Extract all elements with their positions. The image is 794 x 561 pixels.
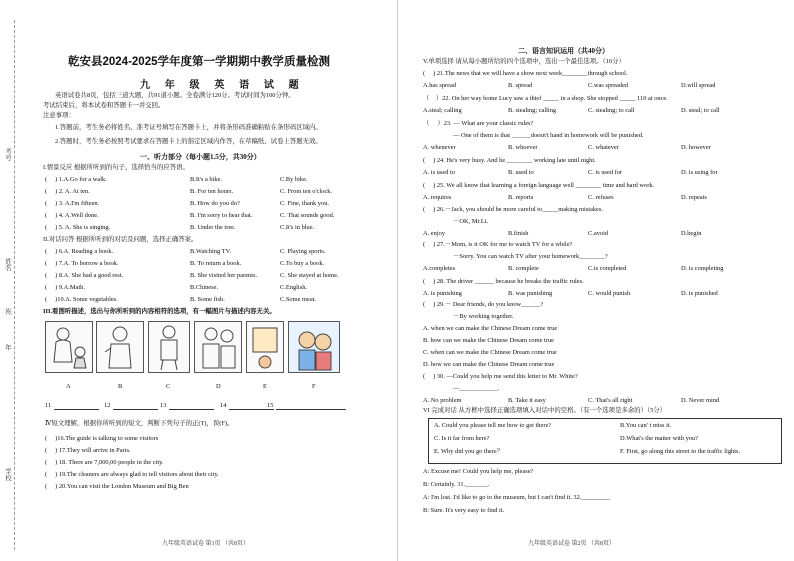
question-q22-option-a: A.steal; calling (423, 107, 462, 114)
question-20: ( ) 20.You can visit the London Museum and Big Ben (45, 483, 189, 490)
part-4-instructions: Ⅳ短文理解，根据你所听到的短文，判断下列句子的正(T)，误(F)。 (45, 420, 234, 427)
question-q27-option-c: C.is completed (588, 265, 627, 272)
question-q30-option-a: A. No problem (423, 397, 462, 404)
question-8-option-c: C. She stayed at home. (280, 272, 339, 279)
question-3-option-c: C. Fine, thank you. (280, 200, 329, 207)
question-q26-option-b: B.finish (508, 230, 529, 237)
answer-blank-15: 15 (267, 402, 274, 409)
question-16: ( )16.The guide is talking to some visitors (45, 435, 159, 442)
question-q30-option-c: C. That's all right (588, 397, 633, 404)
question-q24-option-c: C. is used for (588, 169, 623, 176)
question-4-option-a: ( ) 4. A.Well done. (45, 212, 99, 219)
question-q30-option-d: D. Never mind (681, 397, 720, 404)
question-6-option-b: B.Watching TV. (190, 248, 231, 255)
question-4-option-c: C. That sounds good. (280, 212, 335, 219)
box-option-a: A. Could you please tell me how to get there? (434, 422, 552, 429)
box-option-d: D.What's the matter with you? (620, 435, 698, 442)
question-q26-option-c: C.avoid (588, 230, 609, 237)
question-8-option-a: ( ) 8.A. She had a good rest. (45, 272, 124, 279)
part-5-instructions: V.单项选择 请从每小题所给的四个选项中，选出一个最佳选项。（10分） (423, 58, 625, 65)
picture-b (96, 321, 144, 373)
question-q26a: ( ) 26.－Jack, you should be more careful to_____making mistakes. (423, 206, 603, 213)
question-q28-option-b: B. was punishing (508, 290, 553, 297)
note-2: 2.答题时，考生务必按照考试要求在答题卡上的指定区域内作答，在草稿纸、试卷上答题无效。 (55, 138, 322, 145)
answer-blank-13: 13 (160, 402, 167, 409)
dialog-line-3: A: I'm lost. I'd like to go to the museum, but I can't find it. 32._________ (423, 494, 611, 501)
page-1-footer: 九年级英语试卷 第1页 （共8页） (162, 541, 250, 547)
answer-line-15[interactable] (276, 409, 346, 410)
part-6-instructions: VI 完成对话 从方框中选择正确选项填入对话中的空格。（有一个选项是多余的）（5分） (423, 407, 667, 414)
question-4-option-b: B. I'm sorry to hear that. (190, 212, 253, 219)
binding-school-label: 学校 (4, 468, 11, 481)
question-q21-option-b: B. spread (508, 82, 533, 89)
question-q21-option-d: D.will spread (681, 82, 716, 89)
question-19: ( ) 19.The cleaners are always glad to tell visitors about their city. (45, 471, 219, 478)
picture-label-a: A (66, 383, 71, 390)
section-1-heading: 一、听力部分（每小题1.5分，共30分） (140, 153, 261, 161)
question-q25-option-a: A. requires (423, 194, 452, 201)
question-2-option-a: ( ) 2. A. At ten. (45, 188, 90, 195)
question-q23b: — One of them is that ______doesn't hand in homework will be punished. (453, 132, 644, 139)
box-option-f: F. First, go along this street to the traffic lights. (620, 448, 741, 455)
question-17: ( ) 17.They will arrive in Paris. (45, 447, 131, 454)
picture-e (246, 321, 284, 373)
question-q29b: －By working together. (453, 313, 514, 320)
question-q23a: （ ）23. — What are your classic rules? (423, 120, 534, 127)
question-q27a: ( ) 27.－Mom, is it OK for me to watch TV for a while? (423, 241, 573, 248)
question-7-option-b: B. To return a book. (190, 260, 242, 267)
question-7-option-a: ( ) 7.A. To borrow a book. (45, 260, 119, 267)
question-3-option-a: ( ) 3. A.I'm fifteen. (45, 200, 100, 207)
question-q28-option-a: A. is punishing (423, 290, 462, 297)
question-3-option-b: B. How do you do? (190, 200, 240, 207)
question-q29a: ( ) 29.－ Dear friends, do you know______? (423, 301, 544, 308)
question-2-option-b: B. For ten hours. (190, 188, 234, 195)
picture-label-f: F (312, 383, 316, 390)
page-2-footer: 九年级英语试卷 第2页 （共8页） (528, 541, 616, 547)
question-q21: ( ) 21.The news that we will have a show next week________through school. (423, 70, 628, 77)
question-2-option-c: C. From ten o'clock. (280, 188, 333, 195)
question-1-option-b: B.It's a bike. (190, 176, 223, 183)
notes-label: 注意事项： (43, 112, 75, 119)
intro-line-1: 英语试卷共8页，包括三道大题，共91道小题。全卷满分120分。考试时间为100分钟。 (55, 92, 295, 99)
question-10-option-a: ( )10.A. Some vegetables. (45, 296, 118, 303)
picture-label-d: D (216, 383, 221, 390)
question-q22: （ ）22. On her way home Lucy saw a thief _____ in a shop. She stopped _____ 110 at once. (423, 95, 668, 102)
binding-id-label: 考号 (4, 148, 11, 161)
question-q22-option-b: B. stealing; calling (508, 107, 557, 114)
box-option-e: E. Why did you go there？ (434, 448, 504, 455)
dialog-line-2: B: Certainly. 31._______. (423, 481, 490, 488)
answer-blank-11: 11 (45, 402, 52, 409)
note-1: 1.答题前，考生务必将姓名、准考证号填写在答题卡上，并将条形码准确粘贴在条形码区域内。 (55, 124, 322, 131)
box-option-b: B.You can' t miss it. (620, 422, 672, 429)
picture-label-b: B (118, 383, 123, 390)
question-q30a: ( ) 30. —Could you help me send this letter to Mr. White? (423, 373, 578, 380)
picture-label-e: E (263, 383, 267, 390)
question-q23-option-a: A. whenever (423, 144, 456, 151)
picture-label-c: C (166, 383, 171, 390)
question-q25-option-b: B. reports (508, 194, 534, 201)
exam-title: 乾安县2024-2025学年度第一学期期中教学质量检测 (68, 56, 330, 68)
question-1-option-c: C.By bike. (280, 176, 308, 183)
question-q25: ( ) 25. We all know that learning a foreign language well ________ time and hard work. (423, 182, 655, 189)
question-9-option-c: C.English. (280, 284, 307, 291)
question-q21-option-a: A.has spread (423, 82, 457, 89)
exam-subtitle: 九 年 级 英 语 试 题 (140, 80, 305, 91)
question-7-option-c: C.To buy a book. (280, 260, 325, 267)
binding-name-label: 姓名 (4, 258, 11, 271)
question-5-option-c: C.It's in blue. (280, 224, 315, 231)
part-2-instructions: II.对话问答 根据所听到的对话及问题，选择正确答案。 (43, 236, 198, 243)
picture-d (194, 321, 242, 373)
answer-blank-14: 14 (220, 402, 227, 409)
question-q27-option-d: D. is completing (681, 265, 724, 272)
question-5-option-b: B. Under the tree. (190, 224, 236, 231)
question-q25-option-d: D. repeats (681, 194, 707, 201)
question-6-option-c: C. Playing sports. (280, 248, 326, 255)
question-q25-option-c: C. refuses (588, 194, 614, 201)
answer-line-12[interactable] (113, 409, 158, 410)
question-q24-option-b: B. used to (508, 169, 534, 176)
question-q24: ( ) 24. He's very busy. And he ________ working late until night. (423, 157, 596, 164)
picture-f (288, 321, 340, 373)
question-q21-option-c: C.was spreaded (588, 82, 629, 89)
binding-class-label: 班 (4, 308, 11, 315)
binding-grade-label: 年 (4, 344, 11, 351)
question-q27-option-b: B. complete (508, 265, 539, 272)
question-q30-option-b: B. Take it easy (508, 397, 546, 404)
binding-line (14, 20, 15, 550)
answer-line-11[interactable] (54, 409, 99, 410)
question-8-option-b: B. She visited her parents. (190, 272, 258, 279)
intro-line-2: 考试结束后，将本试卷和答题卡一并交回。 (43, 102, 165, 109)
question-q28-option-c: C. would punish (588, 290, 631, 297)
dialog-line-4: B: Sure. It's very easy to find it. (423, 507, 505, 514)
dialog-line-1: A: Excuse me! Could you help me, please? (423, 468, 534, 475)
question-1-option-a: ( ) 1.A.Go for a walk. (45, 176, 107, 183)
question-q27-option-a: A.completes (423, 265, 456, 272)
question-q29-option-a: A. when we can make the Chinese Dream come true (423, 325, 558, 332)
picture-a (45, 321, 93, 373)
question-q22-option-c: C. stealing; to call (588, 107, 635, 114)
part-1-instructions: I.情景反应 根据所听到的句子，选择恰当的应答语。 (43, 164, 189, 171)
box-option-c: C. Is it far from here? (434, 435, 490, 442)
question-q28-option-d: D. is punished (681, 290, 718, 297)
question-q22-option-d: D. steal; to call (681, 107, 720, 114)
question-q24-option-a: A. is used to (423, 169, 455, 176)
question-q23-option-b: B. whoever (508, 144, 538, 151)
question-6-option-a: ( ) 6.A. Reading a book. (45, 248, 114, 255)
question-9-option-a: ( ) 9.A.Math. (45, 284, 85, 291)
question-q26-option-d: D.begin (681, 230, 702, 237)
question-10-option-c: C.Some meat. (280, 296, 317, 303)
question-q29-option-d: D. how we can make the Chinese Dream come true (423, 361, 555, 368)
question-q23-option-d: D. however (681, 144, 711, 151)
question-10-option-b: B. Some fish. (190, 296, 225, 303)
question-18: ( ) 18. There are 7,000,00 people in the city. (45, 459, 164, 466)
answer-line-13[interactable] (169, 409, 214, 410)
question-5-option-a: ( ) 5. A. She is singing. (45, 224, 111, 231)
question-q27b: －Sorry. You can watch TV after your homework________? (453, 253, 608, 260)
exam-page-2 (397, 0, 794, 561)
question-q23-option-c: C. whatever (588, 144, 619, 151)
question-q30b: —____________. (453, 385, 500, 392)
picture-c (148, 321, 190, 373)
question-9-option-b: B.Chinese. (190, 284, 219, 291)
question-q29-option-b: B. how can we make the Chinese Dream come true (423, 337, 554, 344)
question-q26b: －OK, Mr.Li. (453, 218, 489, 225)
question-q26-option-a: A. enjoy (423, 230, 446, 237)
question-q28: ( ) 28. The driver ______ because he breaks the traffic rules. (423, 278, 584, 285)
answer-blank-12: 12 (104, 402, 111, 409)
question-q24-option-d: D. is using for (681, 169, 718, 176)
question-q29-option-c: C. when can we make the Chinese Dream come true (423, 349, 557, 356)
section-2-heading: 二、语言知识运用（共40分） (518, 47, 609, 55)
part-3-instructions: III.看图听描述，选出与你所听到的内容相符的选项，有一幅图片与描述内容无关。 (43, 308, 276, 315)
